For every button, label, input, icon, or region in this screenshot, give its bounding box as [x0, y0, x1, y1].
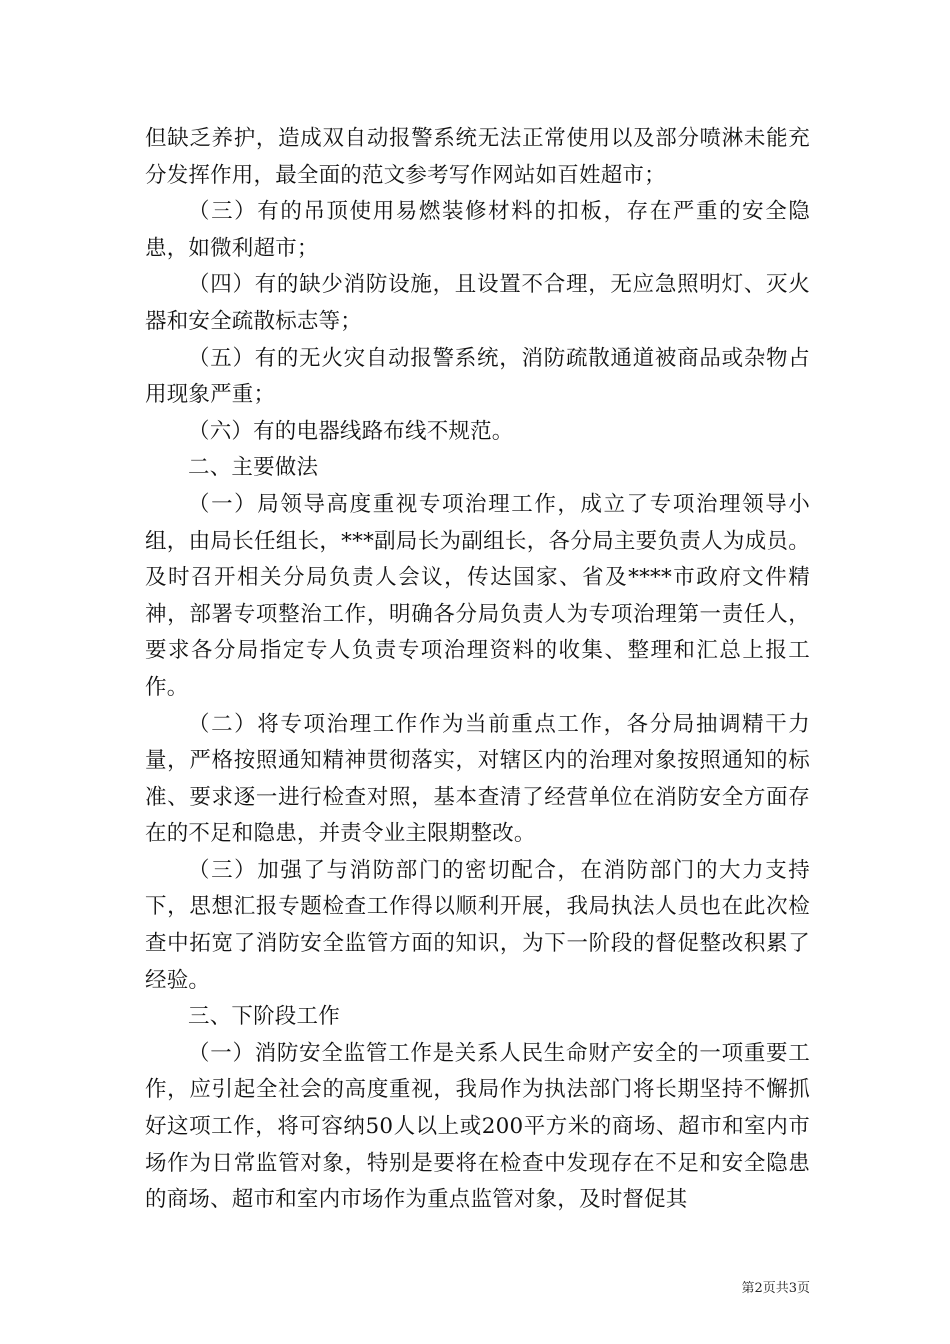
paragraph-continuation: 但缺乏养护，造成双自动报警系统无法正常使用以及部分喷淋未能充分发挥作用，最全面的范文参考写作网站如百姓超市；	[145, 126, 810, 188]
paragraph-item-5: （五）有的无火灾自动报警系统，消防疏散通道被商品或杂物占用现象严重；	[145, 345, 810, 408]
section-heading-main-practices: 二、主要做法	[188, 455, 319, 481]
paragraph-practice-2: （二）将专项治理工作作为当前重点工作，各分局抽调精干力量，严格按照通知精神贯彻落实，对辖区内的治理对象按照通知的标准、要求逐一进行检查对照，基本查清了经营单位在消防安全方面存在的不足和隐患，并责令业主限期整改。	[145, 711, 810, 847]
paragraph-practice-1: （一）局领导高度重视专项治理工作，成立了专项治理领导小组，由局长任组长，***副局长为副组长，各分局主要负责人为成员。及时召开相关分局负责人会议，传达国家、省及****市政府文件精神，部署专项整治工作，明确各分局负责人为专项治理第一责任人，要求各分局指定专人负责专项治理资料的收集、整理和汇总上报工作。	[145, 491, 810, 700]
page-number-footer: 第2页共3页	[741, 1281, 810, 1296]
paragraph-practice-3: （三）加强了与消防部门的密切配合，在消防部门的大力支持下，思想汇报专题检查工作得以顺利开展，我局执法人员也在此次检查中拓宽了消防安全监管方面的知识，为下一阶段的督促整改积累了经验。	[145, 857, 810, 993]
paragraph-item-3: （三）有的吊顶使用易燃装修材料的扣板，存在严重的安全隐患，如微利超市；	[145, 199, 810, 261]
paragraph-item-6: （六）有的电器线路布线不规范。	[188, 418, 514, 444]
section-heading-next-stage: 三、下阶段工作	[188, 1004, 340, 1030]
document-body	[145, 121, 810, 1219]
paragraph-item-4: （四）有的缺少消防设施，且设置不合理，无应急照明灯、灭火器和安全疏散标志等；	[145, 272, 810, 334]
paragraph-next-1: （一）消防安全监管工作是关系人民生命财产安全的一项重要工作，应引起全社会的高度重视，我局作为执法部门将长期坚持不懈抓好这项工作，将可容纳50人以上或200平方米的商场、超市和室内市场作为日常监管对象，特别是要将在检查中发现存在不足和安全隐患的商场、超市和室内市场作为重点监管对象，及时督促其	[145, 1040, 810, 1213]
